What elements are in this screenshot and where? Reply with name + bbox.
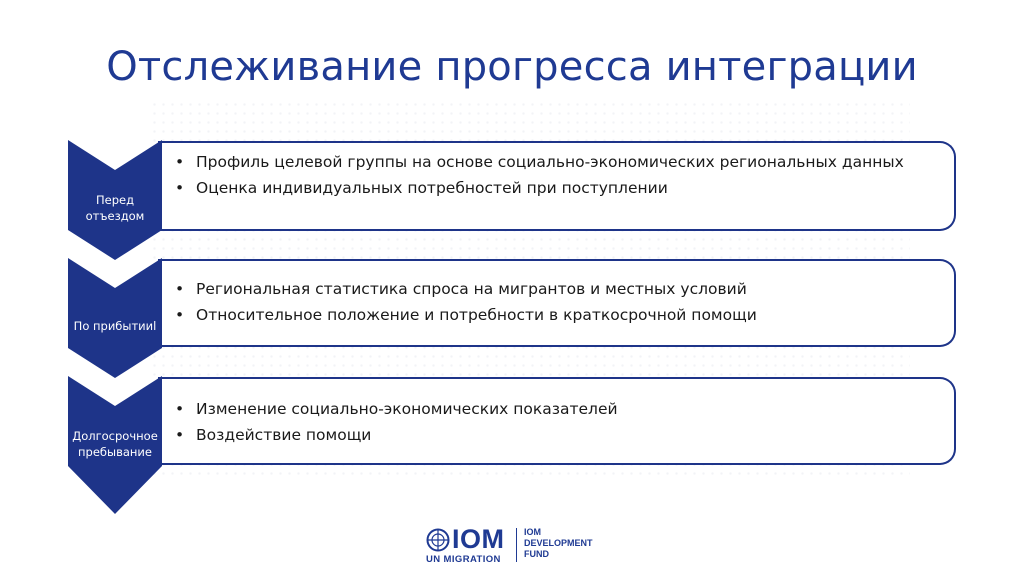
stage-label: Перед отъездом: [85, 193, 145, 223]
bullet-list: [158, 152, 954, 198]
list-item: • Региональная статистика спроса на мигрантов и местных условий: [175, 280, 747, 298]
list-item: • Оценка индивидуальных потребностей при поступлении: [175, 179, 668, 197]
stage-box-before-departure: [158, 141, 956, 231]
stage-label: По прибытииl: [73, 319, 157, 333]
bullet-icon: •: [175, 306, 185, 324]
bullet-icon: •: [175, 153, 185, 171]
bullet-list: [158, 399, 954, 445]
iom-logo: [420, 524, 610, 564]
bullet-icon: •: [175, 179, 185, 197]
logo-fund-text: IOM DEVELOPMENT FUND: [524, 527, 593, 559]
bullet-icon: •: [175, 400, 185, 418]
stage-chevron-on-arrival: [68, 258, 162, 378]
bullet-list: [158, 279, 954, 325]
list-item: • Профиль целевой группы на основе социально-экономических региональных данных: [175, 153, 904, 171]
logo-divider: [516, 528, 517, 562]
bullet-icon: •: [175, 280, 185, 298]
list-item: • Воздействие помощи: [175, 426, 372, 444]
logo-tagline: UN MIGRATION: [426, 554, 501, 565]
list-item: • Относительное положение и потребности в краткосрочной помощи: [175, 306, 757, 324]
logo-brand: IOM: [452, 524, 505, 554]
slide-title: Отслеживание прогресса интеграции: [106, 44, 918, 90]
stage-box-on-arrival: [158, 259, 956, 347]
stage-chevron-before-departure: [68, 140, 162, 260]
bullet-icon: •: [175, 426, 185, 444]
un-globe-icon: [426, 528, 450, 552]
stage-chevron-long-term-stay: [68, 376, 162, 516]
stage-label: Долгосрочное пребывание: [72, 429, 158, 459]
stage-box-long-term-stay: [158, 377, 956, 465]
list-item: • Изменение социально-экономических показателей: [175, 400, 618, 418]
